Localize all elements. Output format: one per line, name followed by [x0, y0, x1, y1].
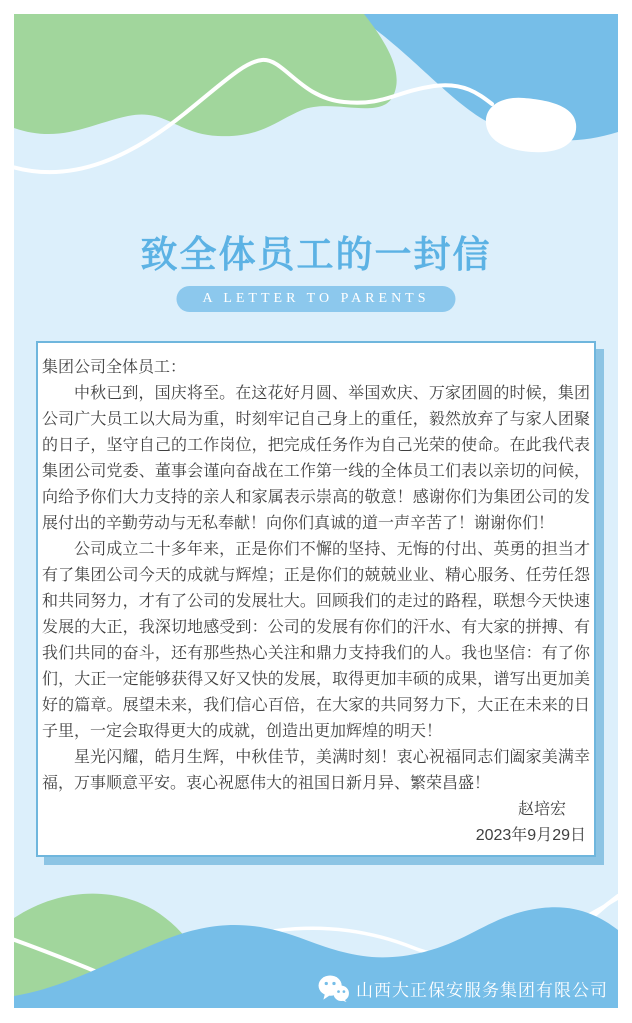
top-decoration	[14, 14, 618, 249]
subtitle-banner	[176, 286, 455, 312]
signature: 赵培宏	[517, 801, 566, 818]
letter-paragraph-2: 公司成立二十多年来，正是你们不懈的坚持、无悔的付出、英勇的担当才有了集团公司今天的成就与辉煌；正是你们的兢兢业业、精心服务、任劳任怨和共同努力，才有了公司的发展壮大。回顾我们的走过的路程，联想今天快速发展的大正，我深切地感受到：公司的发展有你们的汗水、有大家的拼搏、有我们共同的奋斗，还有那些热心关注和鼎力支持我们的人。我也坚信：有了你们，大正一定能够获得又好又快的发展，取得更加丰硕的成果，谱写出更加美好的篇章。展望未来，我们信心百倍，在大家的共同努力下，大正在未来的日子里，一定会取得更大的成就，创造出更加辉煌的明天！	[42, 541, 590, 740]
wechat-icon	[318, 975, 349, 1002]
content-area	[14, 14, 618, 1008]
subtitle-text: A LETTER TO PARENTS	[202, 291, 430, 306]
letter-card	[36, 341, 596, 857]
green-blob	[14, 14, 397, 136]
letter-paragraph-1: 中秋已到，国庆将至。在这花好月圆、举国欢庆、万家团圆的时候，集团公司广大员工以大局为重，时刻牢记自己身上的重任，毅然放弃了与家人团聚的日子，坚守自己的工作岗位，把完成任务作为自己光荣的使命。在此我代表集团公司党委、董事会谨向奋战在工作第一线的全体员工们表以亲切的问候，向给予你们大力支持的亲人和家属表示崇高的敬意！感谢你们为集团公司的发展付出的辛勤劳动与无私奉献！向你们真诚的道一声辛苦了！谢谢你们！	[42, 385, 590, 532]
letter-paragraph-3: 星光闪耀，皓月生辉，中秋佳节，美满时刻！衷心祝福同志们阖家美满幸福，万事顺意平安。衷心祝愿伟大的祖国日新月异、繁荣昌盛！	[42, 749, 590, 792]
footer	[318, 975, 608, 1002]
company-name: 山西大正保安服务集团有限公司	[356, 981, 608, 1000]
page-title: 致全体员工的一封信	[140, 234, 492, 275]
letter-date: 2023年9月29日	[475, 827, 586, 844]
salutation: 集团公司全体员工：	[42, 359, 187, 376]
